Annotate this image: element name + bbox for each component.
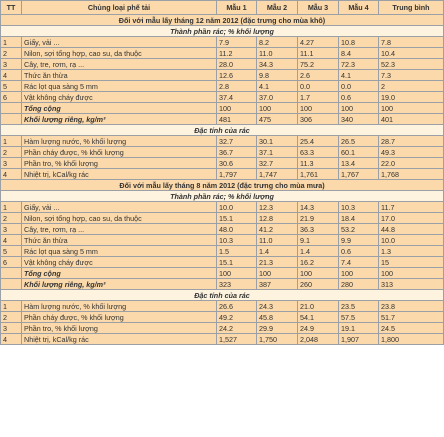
sample-2-value: 1.4	[257, 246, 298, 257]
section-title: Đối với mẫu lấy tháng 12 năm 2012 (đặc trưng cho mùa khô)	[1, 15, 444, 26]
sample-2-value: 11.0	[257, 235, 298, 246]
sample-3-value: 75.2	[298, 59, 339, 70]
sample-1-value: 323	[217, 279, 257, 290]
group-subtitle-row	[1, 191, 444, 202]
sample-4-value: 8.4	[339, 48, 379, 59]
row-number: 3	[1, 224, 22, 235]
sample-2-value: 30.1	[257, 136, 298, 147]
table-row	[1, 268, 444, 279]
row-category: Rác lọt qua sàng 5 mm	[22, 246, 217, 257]
sample-4-value: 100	[339, 103, 379, 114]
row-category: Hàm lượng nước, % khối lượng	[22, 136, 217, 147]
group-subtitle: Thành phần rác; % khối lượng	[1, 191, 444, 202]
sample-1-value: 37.4	[217, 92, 257, 103]
average-value: 22.0	[379, 158, 444, 169]
table-row	[1, 279, 444, 290]
table-body	[1, 15, 444, 345]
sample-4-value: 1,907	[339, 334, 379, 345]
table-row	[1, 103, 444, 114]
row-number: 4	[1, 235, 22, 246]
row-category: Vật không cháy được	[22, 92, 217, 103]
sample-1-value: 32.7	[217, 136, 257, 147]
row-category: Nilon, sợi tổng hợp, cao su, da thuộc	[22, 48, 217, 59]
average-value: 15	[379, 257, 444, 268]
average-value: 401	[379, 114, 444, 125]
average-value: 23.8	[379, 301, 444, 312]
header-sample-4: Mẫu 4	[339, 1, 379, 15]
row-number	[1, 114, 22, 125]
header-category: Chủng loại phế tải	[22, 1, 217, 15]
header-tt: TT	[1, 1, 22, 15]
header-sample-1: Mẫu 1	[217, 1, 257, 15]
row-number: 6	[1, 257, 22, 268]
sample-4-value: 280	[339, 279, 379, 290]
sample-1-value: 100	[217, 103, 257, 114]
sample-1-value: 11.2	[217, 48, 257, 59]
average-value: 17.0	[379, 213, 444, 224]
sample-2-value: 12.8	[257, 213, 298, 224]
average-value: 2	[379, 81, 444, 92]
sample-4-value: 0.0	[339, 81, 379, 92]
average-value: 10.0	[379, 235, 444, 246]
group-subtitle-row	[1, 290, 444, 301]
sample-1-value: 48.0	[217, 224, 257, 235]
sample-1-value: 12.6	[217, 70, 257, 81]
sample-2-value: 100	[257, 268, 298, 279]
sample-4-value: 0.6	[339, 246, 379, 257]
sample-3-value: 260	[298, 279, 339, 290]
sample-3-value: 24.9	[298, 323, 339, 334]
table-row	[1, 323, 444, 334]
sample-3-value: 36.3	[298, 224, 339, 235]
average-value: 49.3	[379, 147, 444, 158]
sample-3-value: 2.6	[298, 70, 339, 81]
sample-2-value: 29.9	[257, 323, 298, 334]
sample-1-value: 30.6	[217, 158, 257, 169]
sample-1-value: 10.3	[217, 235, 257, 246]
average-value: 52.3	[379, 59, 444, 70]
table-row	[1, 158, 444, 169]
sample-1-value: 36.7	[217, 147, 257, 158]
table-row	[1, 312, 444, 323]
row-category: Giấy, vải ...	[22, 202, 217, 213]
sample-3-value: 2,048	[298, 334, 339, 345]
row-number	[1, 268, 22, 279]
sample-2-value: 32.7	[257, 158, 298, 169]
row-number: 2	[1, 147, 22, 158]
row-number: 4	[1, 334, 22, 345]
sample-3-value: 100	[298, 268, 339, 279]
sample-2-value: 4.1	[257, 81, 298, 92]
row-number: 3	[1, 59, 22, 70]
table-row	[1, 114, 444, 125]
average-value: 1,768	[379, 169, 444, 180]
average-value: 1.3	[379, 246, 444, 257]
row-category: Phần tro, % khối lượng	[22, 323, 217, 334]
sample-4-value: 57.5	[339, 312, 379, 323]
sample-2-value: 45.8	[257, 312, 298, 323]
table-row	[1, 147, 444, 158]
row-number: 1	[1, 37, 22, 48]
sample-2-value: 1,747	[257, 169, 298, 180]
sample-2-value: 12.3	[257, 202, 298, 213]
average-value: 10.4	[379, 48, 444, 59]
sample-4-value: 23.5	[339, 301, 379, 312]
sample-3-value: 21.0	[298, 301, 339, 312]
row-category: Khối lượng riêng, kg/m³	[22, 114, 217, 125]
row-category: Thức ăn thừa	[22, 70, 217, 81]
row-category: Phần cháy được, % khối lượng	[22, 147, 217, 158]
row-category: Rác lọt qua sàng 5 mm	[22, 81, 217, 92]
row-number: 1	[1, 202, 22, 213]
row-category: Cây, tre, rơm, rạ ...	[22, 59, 217, 70]
sample-3-value: 63.3	[298, 147, 339, 158]
row-number: 6	[1, 92, 22, 103]
average-value: 28.7	[379, 136, 444, 147]
average-value: 24.5	[379, 323, 444, 334]
sample-4-value: 19.1	[339, 323, 379, 334]
table-row	[1, 136, 444, 147]
sample-4-value: 4.1	[339, 70, 379, 81]
row-number: 5	[1, 81, 22, 92]
average-value: 11.7	[379, 202, 444, 213]
sample-4-value: 60.1	[339, 147, 379, 158]
sample-4-value: 0.6	[339, 92, 379, 103]
row-number: 3	[1, 158, 22, 169]
average-value: 1,800	[379, 334, 444, 345]
sample-2-value: 11.0	[257, 48, 298, 59]
table-row	[1, 169, 444, 180]
row-number: 2	[1, 312, 22, 323]
table-row	[1, 334, 444, 345]
table-row	[1, 37, 444, 48]
sample-4-value: 10.3	[339, 202, 379, 213]
table-row	[1, 59, 444, 70]
header-sample-3: Mẫu 3	[298, 1, 339, 15]
row-number: 1	[1, 136, 22, 147]
row-number	[1, 103, 22, 114]
row-category: Cây, tre, rơm, rạ ...	[22, 224, 217, 235]
average-value: 100	[379, 103, 444, 114]
average-value: 7.8	[379, 37, 444, 48]
row-number: 4	[1, 169, 22, 180]
average-value: 51.7	[379, 312, 444, 323]
row-category: Tổng cộng	[22, 103, 217, 114]
sample-1-value: 481	[217, 114, 257, 125]
sample-3-value: 4.27	[298, 37, 339, 48]
table-row	[1, 48, 444, 59]
section-title-row	[1, 15, 444, 26]
header-average: Trung bình	[379, 1, 444, 15]
sample-3-value: 1.4	[298, 246, 339, 257]
header-row	[1, 1, 444, 15]
table-row	[1, 70, 444, 81]
section-title: Đối với mẫu lấy tháng 8 năm 2012 (đặc trưng cho mùa mưa)	[1, 180, 444, 191]
row-number: 3	[1, 323, 22, 334]
sample-1-value: 10.0	[217, 202, 257, 213]
sample-4-value: 10.8	[339, 37, 379, 48]
sample-2-value: 24.3	[257, 301, 298, 312]
row-category: Phần tro, % khối lượng	[22, 158, 217, 169]
table-row	[1, 213, 444, 224]
average-value: 313	[379, 279, 444, 290]
sample-3-value: 11.3	[298, 158, 339, 169]
sample-1-value: 28.0	[217, 59, 257, 70]
sample-4-value: 7.4	[339, 257, 379, 268]
sample-4-value: 53.2	[339, 224, 379, 235]
sample-3-value: 9.1	[298, 235, 339, 246]
table-row	[1, 224, 444, 235]
sample-4-value: 340	[339, 114, 379, 125]
sample-1-value: 26.6	[217, 301, 257, 312]
sample-1-value: 24.2	[217, 323, 257, 334]
group-subtitle: Đặc tính của rác	[1, 290, 444, 301]
sample-4-value: 26.5	[339, 136, 379, 147]
sample-4-value: 18.4	[339, 213, 379, 224]
row-number: 5	[1, 246, 22, 257]
row-category: Nhiệt trị, kCal/kg rác	[22, 169, 217, 180]
group-subtitle: Đặc tính của rác	[1, 125, 444, 136]
sample-2-value: 37.1	[257, 147, 298, 158]
group-subtitle: Thành phần rác; % khối lượng	[1, 26, 444, 37]
table-row	[1, 235, 444, 246]
sample-1-value: 2.8	[217, 81, 257, 92]
table-row	[1, 257, 444, 268]
row-category: Khối lượng riêng, kg/m³	[22, 279, 217, 290]
header-sample-2: Mẫu 2	[257, 1, 298, 15]
sample-4-value: 100	[339, 268, 379, 279]
row-number: 1	[1, 301, 22, 312]
table-row	[1, 301, 444, 312]
sample-3-value: 100	[298, 103, 339, 114]
row-category: Hàm lượng nước, % khối lượng	[22, 301, 217, 312]
sample-2-value: 9.8	[257, 70, 298, 81]
sample-1-value: 1.5	[217, 246, 257, 257]
row-number: 2	[1, 213, 22, 224]
sample-3-value: 25.4	[298, 136, 339, 147]
row-category: Nilon, sợi tổng hợp, cao su, da thuộc	[22, 213, 217, 224]
row-category: Nhiệt trị, kCal/kg rác	[22, 334, 217, 345]
table-row	[1, 92, 444, 103]
average-value: 19.0	[379, 92, 444, 103]
average-value: 7.3	[379, 70, 444, 81]
row-number	[1, 279, 22, 290]
sample-4-value: 13.4	[339, 158, 379, 169]
sample-3-value: 0.0	[298, 81, 339, 92]
sample-2-value: 387	[257, 279, 298, 290]
sample-2-value: 8.2	[257, 37, 298, 48]
row-number: 2	[1, 48, 22, 59]
sample-2-value: 1,750	[257, 334, 298, 345]
table-row	[1, 246, 444, 257]
row-category: Vật không cháy được	[22, 257, 217, 268]
sample-2-value: 37.0	[257, 92, 298, 103]
row-category: Phần cháy được, % khối lượng	[22, 312, 217, 323]
sample-4-value: 9.9	[339, 235, 379, 246]
table-row	[1, 202, 444, 213]
sample-1-value: 100	[217, 268, 257, 279]
sample-1-value: 7.9	[217, 37, 257, 48]
sample-1-value: 15.1	[217, 257, 257, 268]
sample-3-value: 21.9	[298, 213, 339, 224]
average-value: 100	[379, 268, 444, 279]
group-subtitle-row	[1, 26, 444, 37]
sample-2-value: 41.2	[257, 224, 298, 235]
row-number: 4	[1, 70, 22, 81]
sample-3-value: 1,761	[298, 169, 339, 180]
average-value: 44.8	[379, 224, 444, 235]
group-subtitle-row	[1, 125, 444, 136]
sample-3-value: 16.2	[298, 257, 339, 268]
sample-1-value: 1,527	[217, 334, 257, 345]
sample-3-value: 54.1	[298, 312, 339, 323]
sample-3-value: 11.1	[298, 48, 339, 59]
sample-4-value: 72.3	[339, 59, 379, 70]
row-category: Thức ăn thừa	[22, 235, 217, 246]
sample-2-value: 475	[257, 114, 298, 125]
sample-2-value: 21.3	[257, 257, 298, 268]
sample-1-value: 49.2	[217, 312, 257, 323]
sample-2-value: 34.3	[257, 59, 298, 70]
sample-3-value: 306	[298, 114, 339, 125]
sample-1-value: 1,797	[217, 169, 257, 180]
table-row	[1, 81, 444, 92]
sample-4-value: 1,767	[339, 169, 379, 180]
sample-3-value: 1.7	[298, 92, 339, 103]
row-category: Giấy, vải ...	[22, 37, 217, 48]
sample-2-value: 100	[257, 103, 298, 114]
sample-1-value: 15.1	[217, 213, 257, 224]
row-category: Tổng cộng	[22, 268, 217, 279]
sample-3-value: 14.3	[298, 202, 339, 213]
section-title-row	[1, 180, 444, 191]
